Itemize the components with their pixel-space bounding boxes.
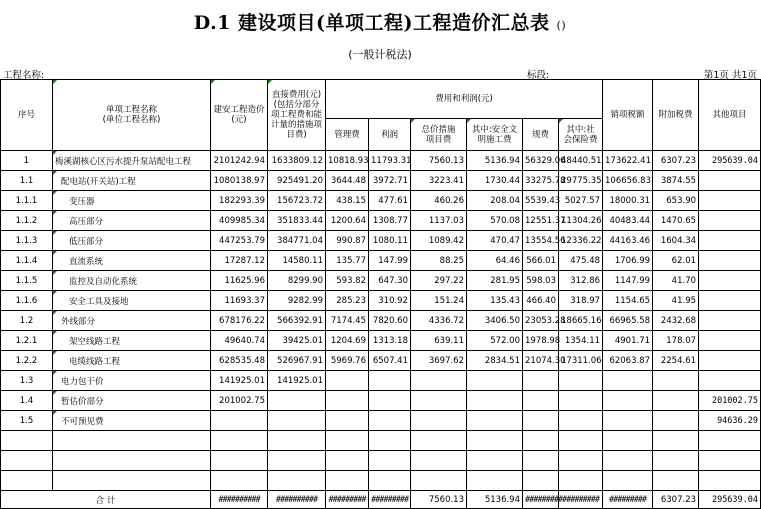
cell-profit: 147.99 [369,251,411,271]
row-name: 变压器 [53,191,211,211]
total-direct: ########## [268,491,326,509]
cell-profit: 11793.31 [369,151,411,171]
empty-cell [411,471,467,491]
table-row [1,231,761,251]
row-name: 低压部分 [53,231,211,251]
cell-direct [268,411,326,431]
cell-total-measure: 1137.03 [411,211,467,231]
empty-cell [268,431,326,451]
cell-social [559,411,603,431]
header-direct: 直接费用(元) (包括分部分项工程费和能计量的措施项目费) [268,80,326,151]
cell-vat: 1706.99 [603,251,653,271]
cell-regfee: 13554.56 [523,231,559,251]
header-regfee: 规费 [523,119,559,151]
cell-mgmt [326,391,369,411]
cell-mgmt [326,411,369,431]
cell-regfee: 33275.78 [523,171,559,191]
cell-total-measure: 460.26 [411,191,467,211]
cell-safety: 64.46 [467,251,523,271]
cell-other [699,291,761,311]
cell-social: 12336.22 [559,231,603,251]
cell-social: 1354.11 [559,331,603,351]
title-paren: () [556,19,567,32]
empty-cell [603,471,653,491]
total-profit: ######### [369,491,411,509]
table-row [1,191,761,211]
total-measure: 7560.13 [411,491,467,509]
header-cost: 建安工程造价 (元) [211,80,268,151]
cell-other: 94636.29 [699,411,761,431]
row-name: 不可预见费 [53,411,211,431]
cell-direct [268,391,326,411]
cell-regfee: 598.03 [523,271,559,291]
cell-cost: 11625.96 [211,271,268,291]
cell-safety: 3406.50 [467,311,523,331]
cell-direct: 14580.11 [268,251,326,271]
table-row [1,331,761,351]
row-name: 外线部分 [53,311,211,331]
cell-cost: 182293.39 [211,191,268,211]
row-seq: 1.5 [1,411,53,431]
empty-cell [653,451,699,471]
empty-cell [523,471,559,491]
cell-safety: 572.00 [467,331,523,351]
cell-profit: 6507.41 [369,351,411,371]
section-label: 标段: [527,70,550,81]
cell-surtax [653,391,699,411]
cell-safety [467,371,523,391]
cell-profit: 7820.60 [369,311,411,331]
empty-cell [559,471,603,491]
project-name-label: 工程名称: [3,70,45,81]
cell-profit: 3972.71 [369,171,411,191]
empty-row [1,451,761,471]
cell-mgmt: 10818.93 [326,151,369,171]
cell-safety: 570.08 [467,211,523,231]
table-row [1,211,761,231]
cell-cost: 17287.12 [211,251,268,271]
row-name: 直流系统 [53,251,211,271]
empty-cell [326,451,369,471]
cell-surtax: 62.01 [653,251,699,271]
empty-cell [411,451,467,471]
cell-direct: 1633809.12 [268,151,326,171]
empty-cell [523,451,559,471]
cell-surtax: 2432.68 [653,311,699,331]
cell-social [559,371,603,391]
empty-cell [699,471,761,491]
cell-other [699,311,761,331]
header-other: 其他项目 [699,80,761,151]
cell-cost: 201002.75 [211,391,268,411]
cell-vat: 106656.83 [603,171,653,191]
cell-cost: 49640.74 [211,331,268,351]
cell-other [699,251,761,271]
empty-cell [369,471,411,491]
cell-cost: 447253.79 [211,231,268,251]
cell-regfee [523,391,559,411]
cell-mgmt: 7174.45 [326,311,369,331]
cell-mgmt: 438.15 [326,191,369,211]
cell-regfee: 566.01 [523,251,559,271]
title-text: D.1 建设项目(单项工程)工程造价汇总表 [193,12,550,34]
cell-vat: 40483.44 [603,211,653,231]
cell-vat [603,371,653,391]
page-title [0,8,760,35]
cell-profit: 310.92 [369,291,411,311]
total-regfee: ######### [523,491,559,509]
cell-mgmt: 5969.76 [326,351,369,371]
cell-vat [603,411,653,431]
cell-cost [211,411,268,431]
total-row [1,491,761,509]
cell-surtax: 653.90 [653,191,699,211]
cell-surtax: 41.95 [653,291,699,311]
cell-vat [603,391,653,411]
row-seq: 1.4 [1,391,53,411]
row-seq: 1 [1,151,53,171]
cell-cost: 628535.48 [211,351,268,371]
total-vat: ######### [603,491,653,509]
header-vat: 销项税额 [603,80,653,151]
cell-surtax [653,371,699,391]
table-row [1,391,761,411]
cell-direct: 526967.91 [268,351,326,371]
cell-cost: 2101242.94 [211,151,268,171]
cell-mgmt [326,371,369,391]
total-social: ######### [559,491,603,509]
cell-social: 475.48 [559,251,603,271]
cell-mgmt: 1200.64 [326,211,369,231]
empty-cell [326,471,369,491]
table-row [1,151,761,171]
cell-other [699,171,761,191]
row-name: 架空线路工程 [53,331,211,351]
header-fee-group: 费用和利润(元) [326,80,603,119]
cell-profit [369,391,411,411]
cell-social [559,391,603,411]
cell-surtax: 2254.61 [653,351,699,371]
cell-other: 295639.04 [699,151,761,171]
cell-other [699,271,761,291]
empty-cell [699,431,761,451]
cell-social: 312.86 [559,271,603,291]
cell-other [699,331,761,351]
cell-regfee: 23053.28 [523,311,559,331]
cell-other [699,231,761,251]
cell-mgmt: 990.87 [326,231,369,251]
cell-total-measure [411,411,467,431]
empty-cell [411,431,467,451]
cell-vat: 173622.41 [603,151,653,171]
empty-cell [1,431,53,451]
empty-row [1,471,761,491]
cell-direct: 9282.99 [268,291,326,311]
cell-mgmt: 1204.69 [326,331,369,351]
cell-cost: 409985.34 [211,211,268,231]
cell-surtax: 6307.23 [653,151,699,171]
cell-regfee: 12551.37 [523,211,559,231]
cell-vat: 1147.99 [603,271,653,291]
cell-regfee: 1978.98 [523,331,559,351]
cell-profit: 477.61 [369,191,411,211]
cell-regfee: 5539.43 [523,191,559,211]
total-surtax: 6307.23 [653,491,699,509]
header-mgmt: 管理费 [326,119,369,151]
cell-cost: 11693.37 [211,291,268,311]
cell-total-measure [411,371,467,391]
empty-cell [53,451,211,471]
cell-total-measure [411,391,467,411]
cell-vat: 18000.31 [603,191,653,211]
cell-total-measure: 297.22 [411,271,467,291]
cell-direct: 384771.04 [268,231,326,251]
table-row [1,171,761,191]
cell-total-measure: 3223.41 [411,171,467,191]
cell-surtax: 178.07 [653,331,699,351]
cell-total-measure: 3697.62 [411,351,467,371]
row-name: 安全工具及接地 [53,291,211,311]
row-seq: 1.1 [1,171,53,191]
cell-total-measure: 639.11 [411,331,467,351]
header-profit: 利润 [369,119,411,151]
row-name: 监控及自动化系统 [53,271,211,291]
cell-vat: 62063.87 [603,351,653,371]
cell-safety [467,411,523,431]
header-safety: 其中:安全文 明施工费 [467,119,523,151]
cell-social: 17311.06 [559,351,603,371]
cell-mgmt: 593.82 [326,271,369,291]
row-name: 配电站(开关站)工程 [53,171,211,191]
empty-cell [653,471,699,491]
header-social: 其中:社 会保险费 [559,119,603,151]
cell-social: 48440.51 [559,151,603,171]
page-indicator: 第1页 共1页 [703,70,757,81]
cell-regfee: 21074.30 [523,351,559,371]
cell-other [699,351,761,371]
empty-cell [699,451,761,471]
cell-profit [369,371,411,391]
empty-cell [467,431,523,451]
cell-other: 201002.75 [699,391,761,411]
cell-surtax: 41.70 [653,271,699,291]
total-other: 295639.04 [699,491,761,509]
cell-vat: 4901.71 [603,331,653,351]
cell-profit: 1080.11 [369,231,411,251]
cell-regfee: 466.40 [523,291,559,311]
empty-cell [211,471,268,491]
empty-row [1,431,761,451]
cell-other [699,371,761,391]
cell-safety: 208.04 [467,191,523,211]
row-seq: 1.1.6 [1,291,53,311]
cell-surtax [653,411,699,431]
cost-summary-table [0,79,761,509]
cell-mgmt: 285.23 [326,291,369,311]
table-row [1,311,761,331]
cell-regfee [523,411,559,431]
total-cost: ########## [211,491,268,509]
cell-vat: 66965.58 [603,311,653,331]
empty-cell [53,431,211,451]
empty-cell [603,431,653,451]
cell-total-measure: 4336.72 [411,311,467,331]
row-name: 电力包干价 [53,371,211,391]
row-name: 高压部分 [53,211,211,231]
empty-cell [268,451,326,471]
cell-regfee [523,371,559,391]
cell-safety: 1730.44 [467,171,523,191]
cell-total-measure: 7560.13 [411,151,467,171]
empty-cell [1,471,53,491]
total-label: 合 计 [1,491,211,509]
row-name: 电缆线路工程 [53,351,211,371]
cell-cost: 1080138.97 [211,171,268,191]
cell-social: 18665.16 [559,311,603,331]
cell-direct: 351833.44 [268,211,326,231]
empty-cell [326,431,369,451]
row-seq: 1.2.1 [1,331,53,351]
cell-safety: 2834.51 [467,351,523,371]
empty-cell [1,451,53,471]
empty-cell [211,451,268,471]
empty-cell [559,431,603,451]
row-seq: 1.1.2 [1,211,53,231]
cell-direct: 39425.01 [268,331,326,351]
cell-regfee: 56329.06 [523,151,559,171]
cell-vat: 1154.65 [603,291,653,311]
empty-cell [523,431,559,451]
table-row [1,351,761,371]
cell-safety [467,391,523,411]
empty-cell [53,471,211,491]
row-seq: 1.1.5 [1,271,53,291]
cell-total-measure: 88.25 [411,251,467,271]
cell-direct: 566392.91 [268,311,326,331]
cell-mgmt: 135.77 [326,251,369,271]
total-safety: 5136.94 [467,491,523,509]
cell-other [699,191,761,211]
cell-other [699,211,761,231]
cell-safety: 281.95 [467,271,523,291]
cell-safety: 5136.94 [467,151,523,171]
empty-cell [211,431,268,451]
cell-safety: 135.43 [467,291,523,311]
empty-cell [467,451,523,471]
cell-total-measure: 151.24 [411,291,467,311]
cell-total-measure: 1089.42 [411,231,467,251]
table-row [1,291,761,311]
cell-direct: 925491.20 [268,171,326,191]
cell-vat: 44163.46 [603,231,653,251]
cell-direct: 156723.72 [268,191,326,211]
header-total-measure: 总价措施 项目费 [411,119,467,151]
cell-profit [369,411,411,431]
empty-cell [369,431,411,451]
row-seq: 1.1.4 [1,251,53,271]
cell-cost: 141925.01 [211,371,268,391]
cell-mgmt: 3644.48 [326,171,369,191]
cell-social: 29775.35 [559,171,603,191]
cell-direct: 141925.01 [268,371,326,391]
cell-surtax: 3874.55 [653,171,699,191]
total-mgmt: ######### [326,491,369,509]
empty-cell [268,471,326,491]
table-row [1,271,761,291]
row-name: 暂估价部分 [53,391,211,411]
header-name: 单项工程名称 (单位工程名称) [53,80,211,151]
cell-profit: 1313.18 [369,331,411,351]
cell-safety: 470.47 [467,231,523,251]
row-seq: 1.1.3 [1,231,53,251]
row-name: 梅溪湖核心区污水提升泵站配电工程 [53,151,211,171]
cell-social: 318.97 [559,291,603,311]
header-surtax: 附加税费 [653,80,699,151]
cell-social: 11304.26 [559,211,603,231]
cell-surtax: 1470.65 [653,211,699,231]
row-seq: 1.2.2 [1,351,53,371]
table-row [1,371,761,391]
empty-cell [653,431,699,451]
row-seq: 1.1.1 [1,191,53,211]
empty-cell [603,451,653,471]
cell-social: 5027.57 [559,191,603,211]
empty-cell [559,451,603,471]
header-seq: 序号 [1,80,53,151]
row-seq: 1.2 [1,311,53,331]
cell-cost: 678176.22 [211,311,268,331]
cell-direct: 8299.90 [268,271,326,291]
table-row [1,411,761,431]
table-row [1,251,761,271]
empty-cell [369,451,411,471]
row-seq: 1.3 [1,371,53,391]
page-subtitle: (一般计税法) [348,48,412,61]
cell-surtax: 1604.34 [653,231,699,251]
cell-profit: 647.30 [369,271,411,291]
empty-cell [467,471,523,491]
cell-profit: 1308.77 [369,211,411,231]
